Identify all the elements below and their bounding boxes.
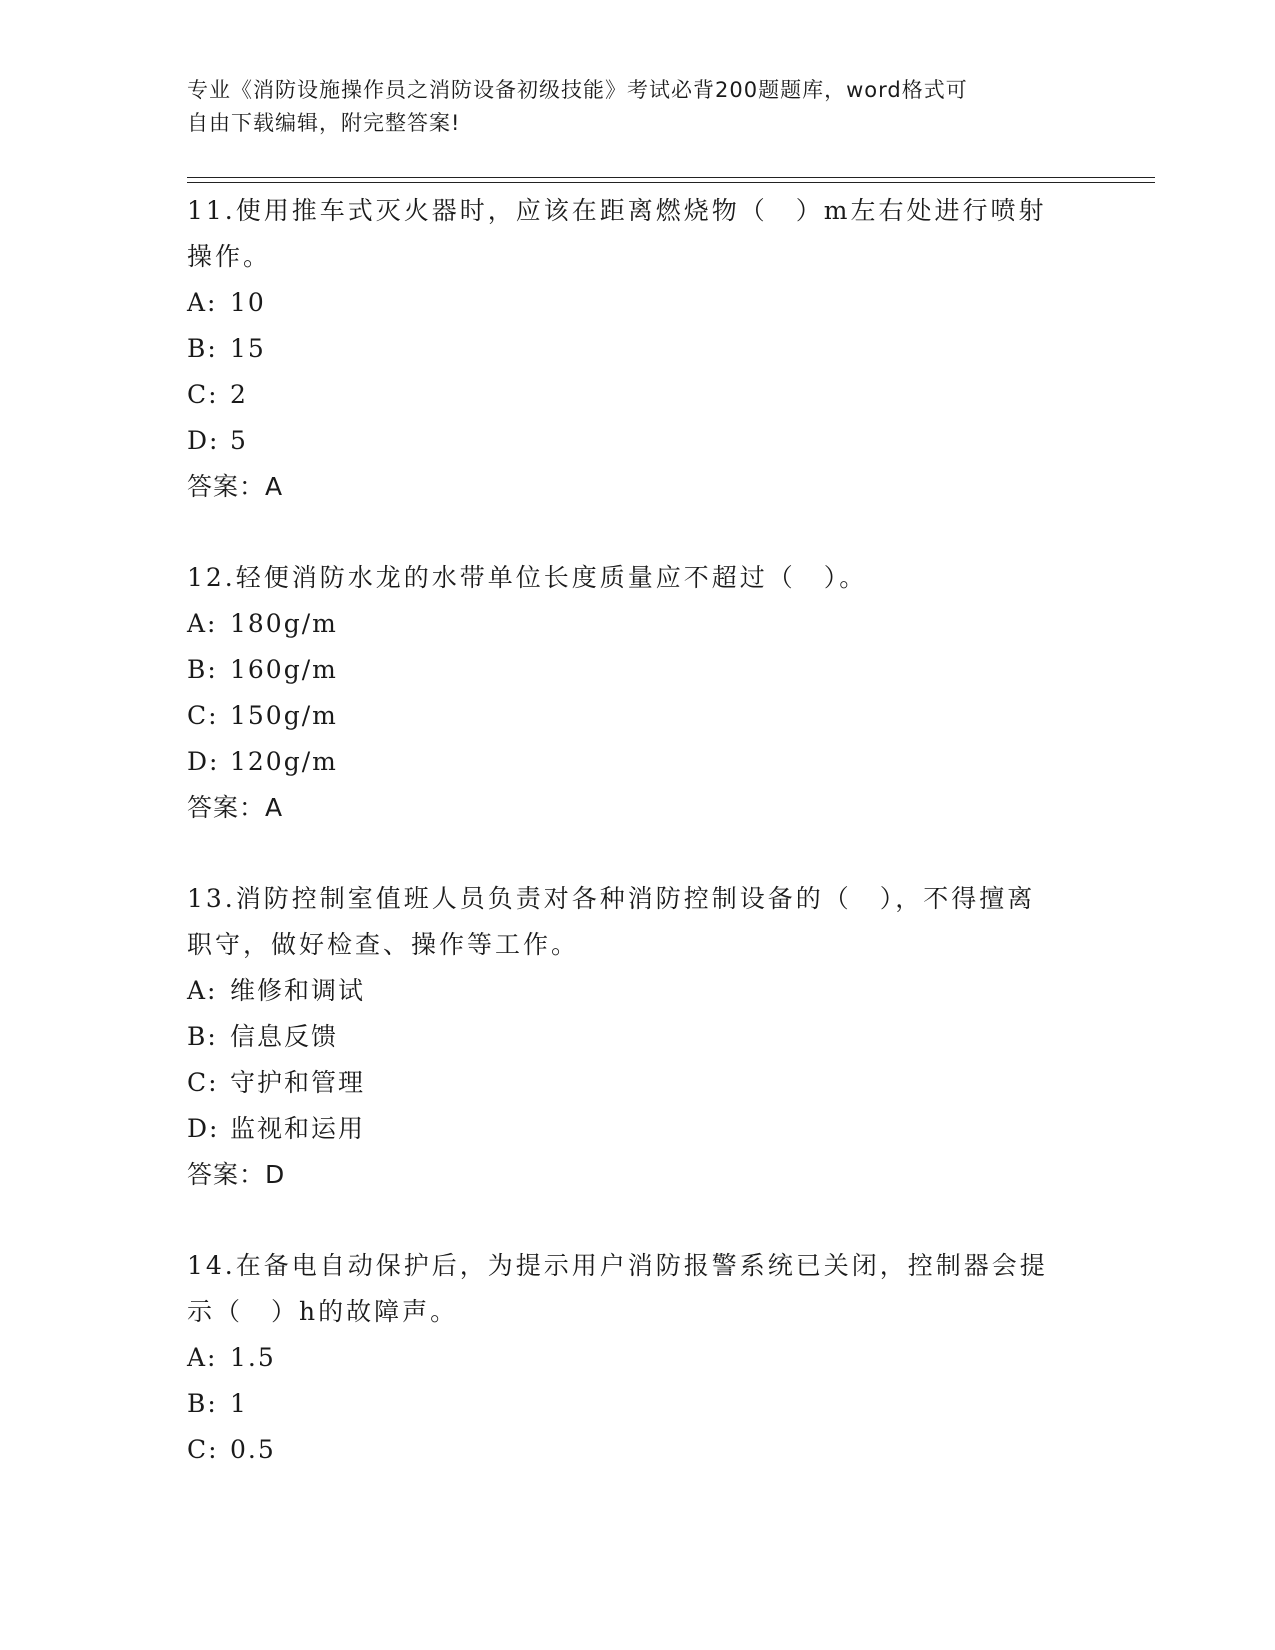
option-b — [187, 647, 1087, 693]
header-title-line-2: 自由下载编辑，附完整答案! — [187, 111, 461, 135]
option-text: 5 — [230, 426, 248, 455]
option-key: D: — [187, 747, 220, 776]
option-c — [187, 372, 1087, 418]
option-text: 120g/m — [230, 747, 338, 776]
header-divider-top — [187, 177, 1155, 178]
option-text: 1.5 — [230, 1343, 276, 1372]
option-a — [187, 601, 1087, 647]
question-13 — [187, 876, 1087, 1198]
option-key: D: — [187, 426, 220, 455]
option-c — [187, 1427, 1087, 1473]
option-d — [187, 418, 1087, 464]
question-stem-line-2: 示（ ）h的故障声。 — [187, 1297, 459, 1326]
option-text: 信息反馈 — [230, 1022, 339, 1051]
header-divider-bottom — [187, 182, 1155, 183]
header-title-line-1: 专业《消防设施操作员之消防设备初级技能》考试必背200题题库，word格式可 — [187, 78, 968, 102]
option-key: C: — [187, 701, 219, 730]
question-stem-line-2: 职守，做好检查、操作等工作。 — [187, 930, 580, 959]
option-key: B: — [187, 655, 218, 684]
option-text: 0.5 — [230, 1435, 276, 1464]
question-stem-line-1: 12.轻便消防水龙的水带单位长度质量应不超过（ ）。 — [187, 563, 868, 592]
question-stem-line-2: 操作。 — [187, 242, 272, 271]
option-text: 2 — [230, 380, 248, 409]
option-b — [187, 1381, 1087, 1427]
question-stem-line-1: 11.使用推车式灭火器时，应该在距离燃烧物（ ）m左右处进行喷射 — [187, 196, 1047, 225]
question-stem-line-1: 14.在备电自动保护后，为提示用户消防报警系统已关闭，控制器会提 — [187, 1251, 1048, 1280]
option-key: C: — [187, 1435, 219, 1464]
answer-line: 答案：A — [187, 793, 284, 822]
option-key: D: — [187, 1114, 220, 1143]
option-text: 10 — [230, 288, 266, 317]
option-key: B: — [187, 334, 218, 363]
option-text: 监视和运用 — [230, 1114, 366, 1143]
question-stem-line-1: 13.消防控制室值班人员负责对各种消防控制设备的（ ），不得擅离 — [187, 884, 1036, 913]
option-d — [187, 1106, 1087, 1152]
option-text: 180g/m — [230, 609, 338, 638]
option-text: 15 — [230, 334, 266, 363]
option-c — [187, 693, 1087, 739]
option-b — [187, 1014, 1087, 1060]
option-key: B: — [187, 1389, 218, 1418]
option-text: 160g/m — [230, 655, 338, 684]
option-text: 150g/m — [230, 701, 338, 730]
option-c — [187, 1060, 1087, 1106]
document-header — [187, 74, 1087, 140]
option-a — [187, 1335, 1087, 1381]
question-14 — [187, 1243, 1087, 1473]
option-key: A: — [187, 288, 218, 317]
option-text: 1 — [230, 1389, 248, 1418]
option-key: B: — [187, 1022, 218, 1051]
option-text: 维修和调试 — [230, 976, 366, 1005]
option-key: A: — [187, 976, 218, 1005]
option-key: C: — [187, 380, 219, 409]
option-key: A: — [187, 1343, 218, 1372]
question-11 — [187, 188, 1087, 510]
option-key: A: — [187, 609, 218, 638]
option-a — [187, 968, 1087, 1014]
option-text: 守护和管理 — [230, 1068, 366, 1097]
question-12 — [187, 555, 1087, 831]
option-b — [187, 326, 1087, 372]
option-d — [187, 739, 1087, 785]
question-list — [187, 188, 1087, 1518]
option-key: C: — [187, 1068, 219, 1097]
answer-line: 答案：A — [187, 472, 284, 501]
option-a — [187, 280, 1087, 326]
answer-line: 答案：D — [187, 1160, 286, 1189]
